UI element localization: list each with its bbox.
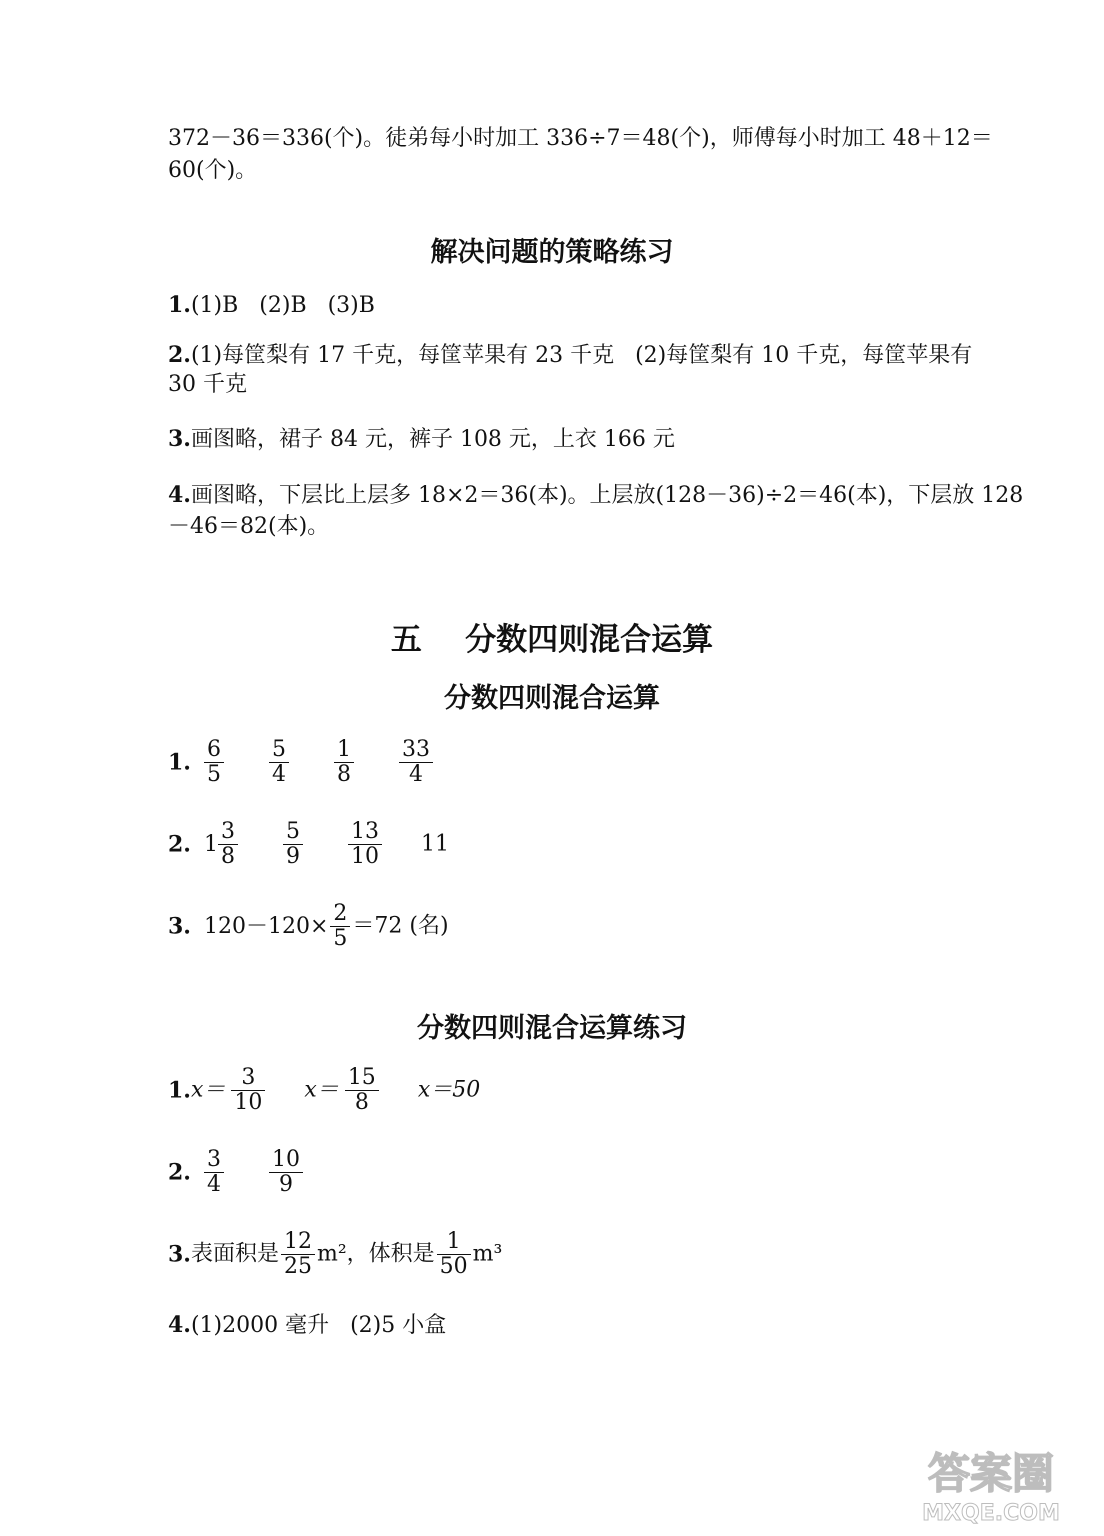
answer-text: 画图略，裙子 84 元，裤子 108 元，上衣 166 元 bbox=[190, 427, 675, 452]
numerator: 1 bbox=[334, 738, 354, 763]
denominator: 4 bbox=[206, 1172, 221, 1198]
strategy-q2-line-2: 30 千克 bbox=[168, 372, 247, 397]
strategy-q3 bbox=[168, 424, 675, 455]
equation-lhs: x＝ bbox=[190, 1077, 226, 1103]
numerator: 13 bbox=[348, 820, 382, 845]
question-number: 3. bbox=[168, 1241, 191, 1268]
denominator: 25 bbox=[283, 1254, 312, 1280]
unit-text: m³ bbox=[472, 1241, 503, 1267]
answer-text: m²，体积是 bbox=[316, 1241, 435, 1267]
question-number: 4. bbox=[168, 482, 191, 508]
answer-value: 11 bbox=[420, 831, 449, 857]
numerator: 3 bbox=[204, 1148, 224, 1173]
strategy-q2-line-1 bbox=[168, 340, 972, 371]
question-number: 3. bbox=[168, 426, 191, 452]
question-number: 3. bbox=[168, 913, 191, 940]
denominator: 10 bbox=[234, 1090, 263, 1116]
denominator: 50 bbox=[439, 1254, 468, 1280]
numerator: 15 bbox=[345, 1066, 379, 1091]
section-title-strategy: 解决问题的策略练习 bbox=[430, 237, 674, 268]
answer-text: (1)2000 毫升 (2)5 小盒 bbox=[190, 1313, 447, 1338]
strategy-q4-line-1 bbox=[168, 480, 1023, 511]
fraction bbox=[399, 738, 433, 787]
denominator: 10 bbox=[350, 844, 379, 870]
denominator: 4 bbox=[408, 762, 423, 788]
numerator: 5 bbox=[269, 738, 289, 763]
fraction bbox=[269, 738, 289, 787]
fraction bbox=[204, 1148, 224, 1197]
question-number: 1. bbox=[168, 749, 191, 776]
question-number: 2. bbox=[168, 831, 191, 858]
fraction bbox=[345, 1066, 379, 1115]
numerator: 10 bbox=[269, 1148, 303, 1173]
numerator: 3 bbox=[231, 1066, 265, 1091]
denominator: 4 bbox=[271, 762, 286, 788]
fraction bbox=[269, 1148, 303, 1197]
numerator: 5 bbox=[283, 820, 303, 845]
strategy-q1 bbox=[168, 290, 375, 321]
practice-q3 bbox=[168, 1230, 502, 1279]
section-title-practice: 分数四则混合运算练习 bbox=[417, 1013, 687, 1044]
numerator: 3 bbox=[218, 820, 238, 845]
denominator: 8 bbox=[220, 844, 235, 870]
watermark-logo bbox=[896, 1436, 1086, 1526]
watermark-text: 答案圈 bbox=[927, 1449, 1055, 1498]
mixed-q1 bbox=[168, 738, 439, 787]
mixed-q3 bbox=[168, 902, 449, 951]
mixed-integer: 1 bbox=[203, 831, 218, 857]
fraction bbox=[330, 902, 350, 951]
fraction bbox=[348, 820, 382, 869]
numerator: 1 bbox=[437, 1230, 471, 1255]
strategy-q4-line-2: －46＝82(本)。 bbox=[168, 514, 330, 539]
practice-q1 bbox=[168, 1066, 480, 1115]
numerator: 2 bbox=[330, 902, 350, 927]
intro-line-1: 372－36＝336(个)。徒弟每小时加工 336÷7＝48(个)，师傅每小时加工 48＋12＝ bbox=[168, 126, 993, 151]
chapter-title: 五 分数四则混合运算 bbox=[390, 622, 714, 658]
denominator: 8 bbox=[336, 762, 351, 788]
fraction bbox=[218, 820, 238, 869]
fraction bbox=[281, 1230, 315, 1279]
fraction bbox=[437, 1230, 471, 1279]
question-number: 4. bbox=[168, 1312, 191, 1338]
question-number: 1. bbox=[168, 1077, 191, 1104]
fraction bbox=[204, 738, 224, 787]
question-number: 1. bbox=[168, 292, 191, 318]
numerator: 33 bbox=[399, 738, 433, 763]
equation-lhs: x＝ bbox=[304, 1077, 339, 1103]
practice-q2 bbox=[168, 1148, 309, 1197]
practice-q4 bbox=[168, 1310, 446, 1341]
fraction bbox=[334, 738, 354, 787]
denominator: 5 bbox=[333, 926, 348, 952]
intro-line-2: 60(个)。 bbox=[168, 158, 258, 183]
answer-text: 表面积是 bbox=[190, 1241, 279, 1267]
denominator: 5 bbox=[206, 762, 221, 788]
question-number: 2. bbox=[168, 1159, 191, 1186]
answer-text: (1)每筐梨有 17 千克，每筐苹果有 23 千克 (2)每筐梨有 10 千克，每筐苹果有 bbox=[190, 343, 973, 368]
numerator: 6 bbox=[204, 738, 224, 763]
mixed-q2 bbox=[168, 820, 449, 869]
section-title-mixed: 分数四则混合运算 bbox=[444, 683, 660, 714]
fraction bbox=[231, 1066, 265, 1115]
watermark-url: MXQE.COM bbox=[922, 1501, 1060, 1526]
answer-text: 画图略，下层比上层多 18×2＝36(本)。上层放(128－36)÷2＝46(本)，下层放 128 bbox=[190, 483, 1024, 508]
denominator: 9 bbox=[278, 1172, 293, 1198]
expression-before: 120－120× bbox=[203, 913, 329, 939]
fraction bbox=[283, 820, 303, 869]
expression-after: ＝72 (名) bbox=[352, 913, 449, 939]
denominator: 9 bbox=[285, 844, 300, 870]
answer-text: (1)B (2)B (3)B bbox=[190, 293, 375, 318]
numerator: 12 bbox=[281, 1230, 315, 1255]
denominator: 8 bbox=[354, 1090, 369, 1116]
equation-answer: x＝50 bbox=[417, 1077, 481, 1103]
question-number: 2. bbox=[168, 342, 191, 368]
